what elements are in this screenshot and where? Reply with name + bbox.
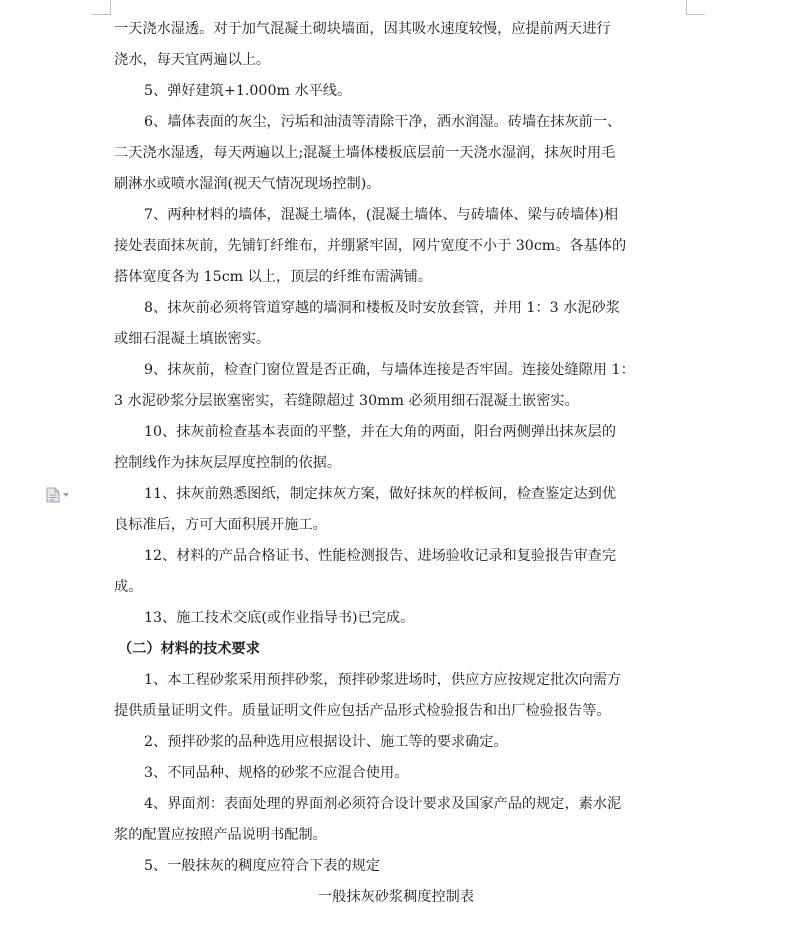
crop-mark-top-left [92,0,111,15]
text-line: 接处表面抹灰前，先铺钉纤维布，并绷紧牢固，网片宽度不小于 30cm。各基体的 [114,238,627,254]
text-line: 控制线作为抹灰层厚度控制的依据。 [114,455,342,471]
list-item: 10、抹灰前检查基本表面的平整，并在大角的两面，阳台两侧弹出抹灰层的 [144,424,617,440]
list-item: 4、界面剂：表面处理的界面剂必须符合设计要求及国家产品的规定，素水泥 [144,796,622,812]
list-item: 2、预拌砂浆的品种选用应根据设计、施工等的要求确定。 [144,734,508,750]
text-line: 成。 [114,579,143,595]
text-line: 或细石混凝土填嵌密实。 [114,331,271,347]
list-item: 1、本工程砂浆采用预拌砂浆，预拌砂浆进场时，供应方应按规定批次向需方 [144,672,622,688]
crop-mark-top-right [686,0,705,15]
list-item: 6、墙体表面的灰尘，污垢和油渍等清除干净，洒水润湿。砖墙在抹灰前一、 [144,114,622,130]
text-line: 搭体宽度各为 15cm 以上，顶层的纤维布需满铺。 [114,269,433,285]
text-line: 一天浇水湿透。对于加气混凝土砌块墙面，因其吸水速度较慢，应提前两天进行 [114,21,611,37]
document-body [114,14,686,913]
list-item: 3、不同品种、规格的砂浆不应混合使用。 [144,765,409,781]
list-item: 9、抹灰前，检查门窗位置是否正确，与墙体连接是否牢固。连接处缝隙用 1： [144,362,635,378]
chevron-down-icon [63,493,69,497]
text-line: 3 水泥砂浆分层嵌塞密实，若缝隙超过 30mm 必须用细石混凝土嵌密实。 [114,393,579,409]
text-line: 浇水，每天宜两遍以上。 [114,52,271,68]
list-item: 5、弹好建筑+1.000m 水平线。 [144,83,352,99]
document-icon [46,487,60,503]
list-item: 5、一般抹灰的稠度应符合下表的规定 [144,858,381,874]
paragraph-options-button[interactable] [46,486,76,504]
text-line: 良标准后，方可大面积展开施工。 [114,517,327,533]
table-caption: 一般抹灰砂浆稠度控制表 [317,889,475,905]
list-item: 12、材料的产品合格证书、性能检测报告、进场验收记录和复验报告审查完 [144,548,617,564]
text-line: 浆的配置应按照产品说明书配制。 [114,827,327,843]
list-item: 8、抹灰前必须将管道穿越的墙洞和楼板及时安放套管，并用 1：3 水泥砂浆 [144,300,620,316]
text-line: 刷淋水或喷水湿润(视天气情况现场控制)。 [114,176,381,192]
list-item: 7、两种材料的墙体，混凝土墙体，(混凝土墙体、与砖墙体、梁与砖墙体)相 [144,207,619,223]
text-line: 二天浇水湿透，每天两遍以上;混凝土墙体楼板底层前一天浇水湿润，抹灰时用毛 [114,145,616,161]
list-item: 13、施工技术交底(或作业指导书)已完成。 [144,610,415,626]
text-line: 提供质量证明文件。质量证明文件应包括产品形式检验报告和出厂检验报告等。 [114,703,611,719]
section-heading: （二）材料的技术要求 [118,641,260,657]
list-item: 11、抹灰前熟悉图纸，制定抹灰方案，做好抹灰的样板间，检查鉴定达到优 [144,486,617,502]
